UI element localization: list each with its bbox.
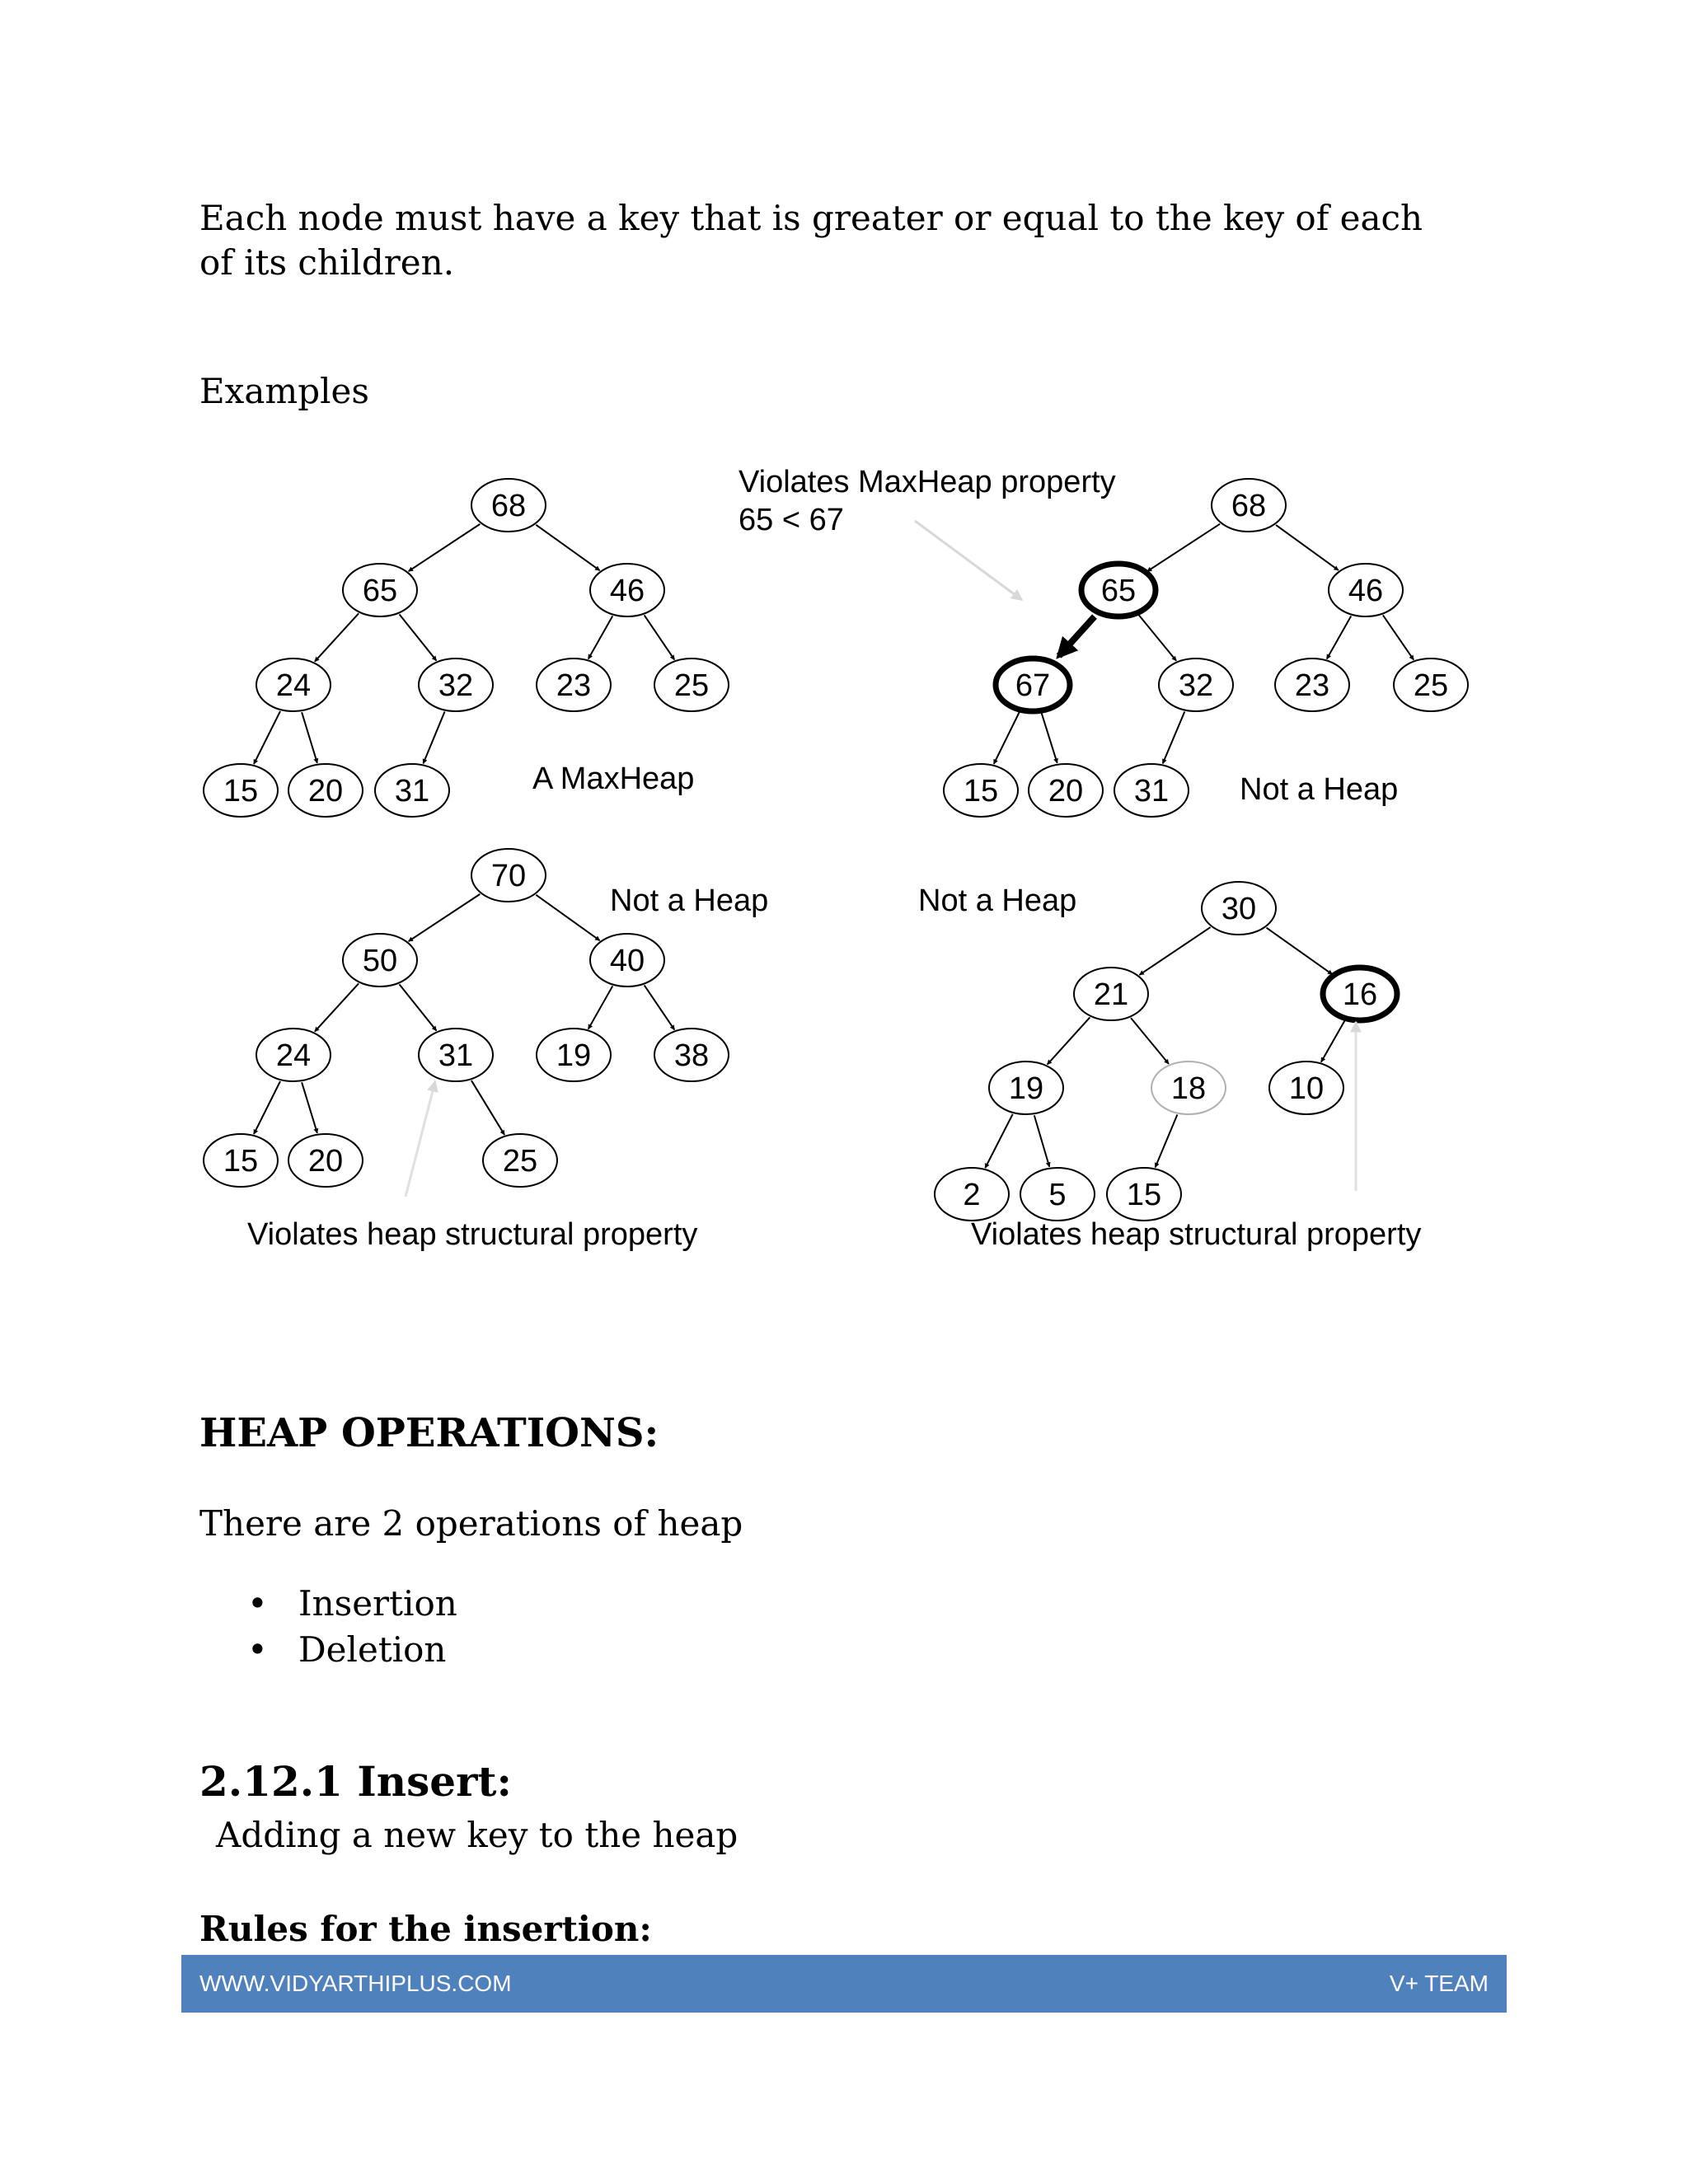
annotation-structural-violation: Violates heap structural property	[971, 1217, 1422, 1252]
heap-operations-intro: There are 2 operations of heap	[199, 1503, 743, 1544]
heap-node	[483, 1134, 557, 1187]
heap-edge	[1139, 927, 1210, 975]
heap-node-highlighted	[1323, 968, 1397, 1020]
heap-node	[1269, 1062, 1343, 1114]
heap-node	[1020, 1168, 1095, 1221]
insertion-rules-heading: Rules for the insertion:	[199, 1909, 652, 1949]
heap-caption-not-a-heap: Not a Heap	[610, 883, 769, 918]
heap-node	[654, 658, 729, 711]
heap-node	[471, 479, 546, 532]
heap-node	[537, 1029, 611, 1081]
heap-edge	[254, 1081, 280, 1134]
heap-node-highlighted	[996, 658, 1070, 711]
heap-node	[989, 1062, 1063, 1114]
page-footer	[181, 1955, 1507, 2013]
heap-node-key: 24	[275, 668, 312, 703]
heap-node-key: 46	[1348, 574, 1384, 608]
heap-node	[419, 658, 493, 711]
heap-node	[471, 849, 546, 902]
heap-edge	[1321, 1019, 1345, 1062]
heap-node	[288, 1134, 363, 1187]
heap-node	[204, 764, 278, 817]
annotation-violates-maxheap: Violates MaxHeap property	[738, 465, 1116, 499]
heap-node	[1029, 764, 1103, 817]
heap-node	[1159, 658, 1233, 711]
heap-node	[1074, 968, 1148, 1020]
heap-node-key: 10	[1288, 1071, 1325, 1106]
heap-caption-maxheap: A MaxHeap	[532, 762, 695, 796]
annotation-structural-violation: Violates heap structural property	[247, 1217, 698, 1252]
heap-node	[654, 1029, 729, 1081]
heap-node	[375, 764, 449, 817]
heap-edge	[254, 711, 280, 764]
heap-operations-heading: HEAP OPERATIONS:	[199, 1410, 659, 1456]
heap-node-key: 20	[1048, 774, 1084, 808]
heap-node	[256, 1029, 331, 1081]
heap-node-key: 2	[963, 1178, 981, 1212]
heap-edge	[409, 524, 481, 571]
intro-paragraph: Each node must have a key that is greater or equal to the key of each of its children.	[199, 198, 1423, 283]
annotation-pointer-arrow	[915, 521, 1022, 600]
heap-node-key: 25	[673, 668, 710, 703]
heap-edge	[315, 983, 359, 1031]
heap-node-key: 25	[502, 1144, 538, 1179]
heap-edge	[645, 615, 675, 659]
heap-edge	[1156, 1115, 1178, 1168]
heap-node-key: 31	[394, 774, 430, 808]
footer-website-link[interactable]: WWW.VIDYARTHIPLUS.COM	[199, 1971, 512, 1996]
heap-edge	[1327, 616, 1351, 658]
footer-team-label: V+ TEAM	[1389, 1971, 1489, 1996]
heap-node	[288, 764, 363, 817]
annotation-comparison: 65 < 67	[738, 503, 844, 537]
list-item: • Insertion	[247, 1581, 457, 1627]
heap-node	[1275, 658, 1349, 711]
heap-node-key: 67	[1015, 668, 1051, 703]
heap-node	[1329, 564, 1403, 616]
heap-node-key: 31	[1133, 774, 1170, 808]
list-item: • Deletion	[247, 1627, 457, 1673]
heap-edge	[315, 613, 359, 661]
heap-node	[1202, 882, 1276, 935]
heap-node-key: 16	[1342, 977, 1378, 1012]
heap-edge	[1147, 524, 1220, 572]
annotation-pointer-arrow	[406, 1081, 435, 1197]
heap-node-key: 21	[1093, 977, 1129, 1012]
heap-node-key: 68	[490, 489, 527, 523]
heap-edge	[1163, 711, 1185, 763]
heap-node	[590, 934, 664, 987]
heap-edge	[400, 614, 437, 660]
heap-node	[1151, 1062, 1226, 1114]
heap-node-highlighted	[1081, 564, 1156, 616]
heap-node	[204, 1134, 278, 1187]
heap-edge	[423, 712, 444, 764]
heap-edge	[536, 895, 599, 940]
heap-edge	[1383, 615, 1414, 659]
heap-caption-not-a-heap: Not a Heap	[918, 883, 1077, 918]
heap-edge	[409, 894, 481, 941]
heap-node-key: 38	[673, 1038, 710, 1073]
heap-node-key: 15	[223, 774, 259, 808]
heap-node-key: 40	[609, 944, 645, 978]
heap-node	[343, 934, 417, 987]
heap-node-key: 20	[307, 1144, 344, 1179]
heap-node	[256, 658, 331, 711]
heap-node-key: 32	[1178, 668, 1214, 703]
heap-node	[1212, 479, 1286, 532]
heap-node-key: 20	[307, 774, 344, 808]
heap-edge	[471, 1080, 504, 1135]
heap-node-key: 15	[1126, 1178, 1162, 1212]
heap-node-key: 68	[1231, 489, 1267, 523]
heap-node-key: 19	[1008, 1071, 1044, 1106]
examples-label: Examples	[199, 371, 369, 411]
heap-node-key: 5	[1048, 1178, 1067, 1212]
heap-edge	[588, 986, 612, 1029]
heap-edge	[645, 985, 675, 1029]
heap-node-key: 65	[362, 574, 398, 608]
heap-node	[343, 564, 417, 616]
operations-list	[247, 1581, 457, 1673]
heap-edge	[1267, 928, 1333, 975]
heap-edge	[302, 712, 317, 763]
heap-node-key: 30	[1221, 892, 1257, 926]
heap-node-key: 70	[490, 859, 527, 893]
heap-node-key: 23	[1294, 668, 1330, 703]
heap-node-key: 50	[362, 944, 398, 978]
heap-edge	[1138, 614, 1176, 661]
heap-edge	[1131, 1018, 1169, 1064]
heap-node-key: 31	[438, 1038, 474, 1073]
heap-node-key: 32	[438, 668, 474, 703]
heap-node	[419, 1029, 493, 1081]
heap-node	[944, 764, 1018, 817]
heap-node-key: 65	[1100, 574, 1137, 608]
heap-edge	[1034, 1115, 1049, 1167]
heap-edge	[302, 1082, 317, 1133]
heap-edge-violation	[1059, 616, 1095, 656]
heap-node	[590, 564, 664, 616]
heap-edge	[994, 711, 1020, 764]
heap-node-key: 24	[275, 1038, 312, 1073]
insert-description: Adding a new key to the heap	[216, 1815, 738, 1855]
heap-node-key: 15	[963, 774, 999, 808]
heap-node	[1394, 658, 1468, 711]
heap-node	[1107, 1168, 1181, 1221]
heap-edge	[1048, 1017, 1090, 1064]
insert-section-heading: 2.12.1 Insert:	[199, 1757, 512, 1806]
heap-edge	[536, 525, 599, 570]
heap-node-key: 19	[556, 1038, 592, 1073]
heap-node-key: 25	[1413, 668, 1449, 703]
heap-edge	[400, 984, 437, 1030]
heap-edge	[1041, 712, 1057, 763]
heap-node-key: 18	[1170, 1071, 1207, 1106]
heap-node	[935, 1168, 1009, 1221]
heap-edge	[588, 616, 612, 658]
heap-edge	[985, 1114, 1012, 1168]
heap-caption-not-a-heap: Not a Heap	[1240, 772, 1399, 807]
heap-node	[537, 658, 611, 711]
heap-node	[1114, 764, 1189, 817]
heap-node-key: 23	[556, 668, 592, 703]
heap-node-key: 15	[223, 1144, 259, 1179]
heap-edge	[1276, 525, 1339, 570]
heap-node-key: 46	[609, 574, 645, 608]
